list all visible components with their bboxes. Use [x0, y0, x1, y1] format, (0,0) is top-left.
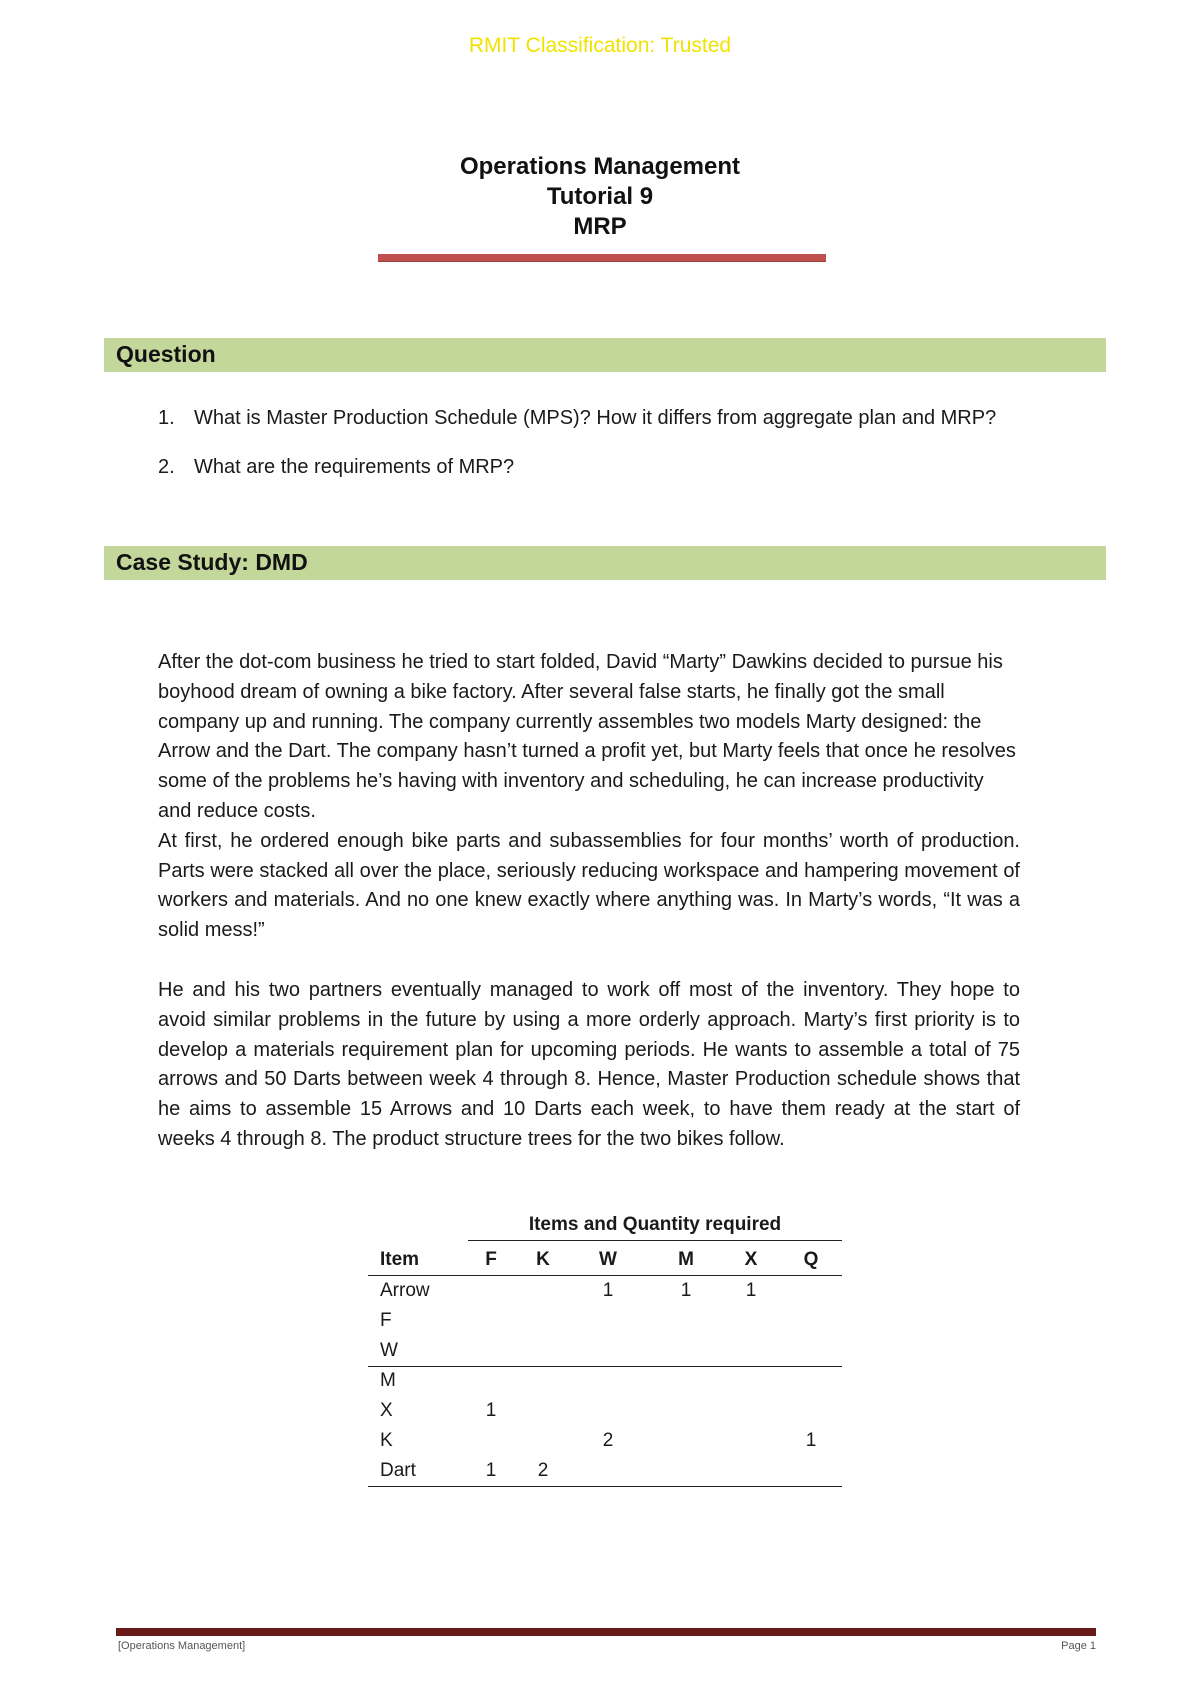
footer-divider	[116, 1628, 1096, 1636]
table-row	[368, 1456, 842, 1487]
cell-x: 1	[745, 1280, 757, 1301]
question-number: 1.	[158, 407, 175, 429]
question-number: 2.	[158, 456, 175, 478]
table-row	[368, 1306, 842, 1336]
bom-table-caption: Items and Quantity required	[468, 1214, 842, 1241]
bom-table-header-row	[368, 1245, 842, 1276]
title-line-tutorial: Tutorial 9	[546, 183, 654, 210]
question-text: What is Master Production Schedule (MPS)? How it differs from aggregate plan and MRP?	[194, 407, 997, 429]
title-line-course: Operations Management	[459, 153, 741, 180]
cell-item: Dart	[380, 1460, 416, 1481]
table-row	[368, 1366, 842, 1396]
header-m: M	[678, 1249, 694, 1270]
cell-q: 1	[805, 1430, 817, 1451]
cell-k: 2	[537, 1460, 549, 1481]
table-row	[368, 1426, 842, 1456]
header-w: W	[599, 1249, 617, 1270]
cell-item: K	[380, 1430, 393, 1451]
cell-m: 1	[680, 1280, 692, 1301]
header-item: Item	[380, 1249, 420, 1270]
case-paragraph-3: He and his two partners eventually managed to work off most of the inventory. They hope to avoid similar problems in the future by using a more orderly approach. Marty’s first priority is to develop a materials requirement plan for upcoming periods. He wants to assemble a total of 75 arrows and 50 Darts between week 4 through 8. Hence, Master Production schedule shows that he aims to assemble 15 Arrows and 10 Darts each week, to have them ready at the start of weeks 4 through 8. The product structure trees for the two bikes follow.	[158, 978, 1020, 1150]
case-paragraph-1: After the dot-com business he tried to start folded, David “Marty” Dawkins decided to pursue his boyhood dream of owning a bike factory. After several false starts, he finally got the small company up and running. The company currently assembles two models Marty designed: the Arrow and the Dart. The company hasn’t turned a profit yet, but Marty feels that once he resolves some of the problems he’s having with inventory and scheduling, he can increase productivity and reduce costs.	[158, 651, 1016, 822]
cell-w: 2	[602, 1430, 614, 1451]
header-x: X	[744, 1249, 758, 1270]
header-q: Q	[803, 1249, 819, 1270]
cell-f: 1	[485, 1400, 497, 1421]
cell-item: M	[380, 1370, 396, 1391]
question-item	[158, 404, 1028, 433]
header-f: F	[485, 1249, 497, 1270]
title-divider	[378, 254, 826, 262]
question-text: What are the requirements of MRP?	[194, 456, 515, 478]
cell-item: W	[380, 1340, 398, 1361]
document-title	[0, 152, 1200, 242]
table-row	[368, 1276, 842, 1306]
question-item	[158, 453, 1028, 482]
footer-page-number: Page 1	[1061, 1640, 1096, 1652]
section-heading-question: Question	[104, 338, 1106, 372]
classification-label: RMIT Classification: Trusted	[468, 34, 732, 57]
question-list	[158, 404, 1028, 502]
case-paragraph-2: At first, he ordered enough bike parts and subassemblies for four months’ worth of production. Parts were stacked all over the place, seriously reducing workspace and hampering movement of workers and materials. And no one knew exactly where anything was. In Marty’s words, “It was a solid mess!”	[158, 829, 1020, 942]
table-row	[368, 1336, 842, 1367]
title-line-topic: MRP	[573, 213, 627, 240]
footer-course-name: [Operations Management]	[118, 1640, 246, 1652]
header-k: K	[536, 1249, 550, 1270]
section-heading-case-study: Case Study: DMD	[104, 546, 1106, 580]
case-study-body	[158, 648, 1020, 1155]
cell-item: X	[380, 1400, 393, 1421]
cell-f: 1	[485, 1460, 497, 1481]
table-row	[368, 1396, 842, 1426]
cell-item: Arrow	[380, 1280, 430, 1301]
cell-w: 1	[602, 1280, 614, 1301]
cell-item: F	[380, 1310, 392, 1331]
